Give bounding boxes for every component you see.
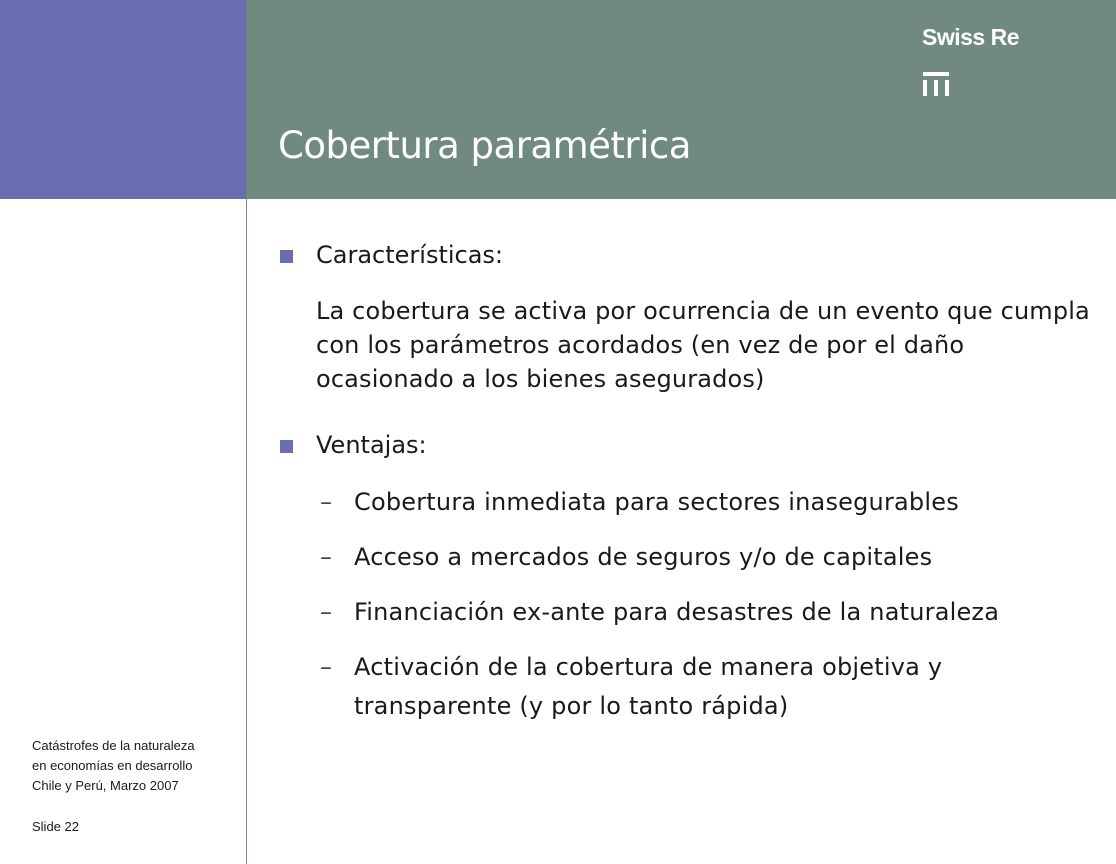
list-item-text: Activación de la cobertura de manera objetiva y transparente (y por lo tanto rápida) xyxy=(354,653,943,720)
square-bullet-icon xyxy=(280,250,293,263)
footer-line: en economías en desarrollo xyxy=(32,758,193,773)
footer-line: Chile y Perú, Marzo 2007 xyxy=(32,778,179,793)
list-item-text: Financiación ex-ante para desastres de la naturaleza xyxy=(354,598,1000,626)
list-item xyxy=(280,593,1100,632)
left-divider-line xyxy=(246,199,247,864)
page-title: Cobertura paramétrica xyxy=(278,124,691,167)
list-item-text: Cobertura inmediata para sectores inasegurables xyxy=(354,488,959,516)
swiss-re-logo-text: Swiss Re xyxy=(922,24,1019,50)
bullet-description: La cobertura se activa por ocurrencia de un evento que cumpla con los parámetros acordados (en vez de por el daño ocasionado a los bienes asegurados) xyxy=(316,297,1090,393)
slide-footer xyxy=(32,736,242,837)
corner-color-block xyxy=(0,0,246,199)
list-item xyxy=(280,483,1100,522)
bullet-ventajas xyxy=(280,428,1100,463)
list-item xyxy=(280,648,1100,726)
dash-bullet-icon: – xyxy=(320,598,333,626)
dash-bullet-icon: – xyxy=(320,543,333,571)
bullet-label: Ventajas: xyxy=(316,431,427,459)
bullet-label: Características: xyxy=(316,241,504,269)
square-bullet-icon xyxy=(280,440,293,453)
list-item-text: Acceso a mercados de seguros y/o de capitales xyxy=(354,543,933,571)
dash-bullet-icon: – xyxy=(320,488,333,516)
ventajas-list xyxy=(280,483,1100,726)
slide-number: Slide 22 xyxy=(32,819,79,834)
swiss-re-logo-icon xyxy=(923,72,949,96)
list-item xyxy=(280,538,1100,577)
slide-content xyxy=(280,238,1100,742)
dash-bullet-icon: – xyxy=(320,653,333,681)
footer-line: Catástrofes de la naturaleza xyxy=(32,738,195,753)
bullet-caracteristicas xyxy=(280,238,1100,273)
